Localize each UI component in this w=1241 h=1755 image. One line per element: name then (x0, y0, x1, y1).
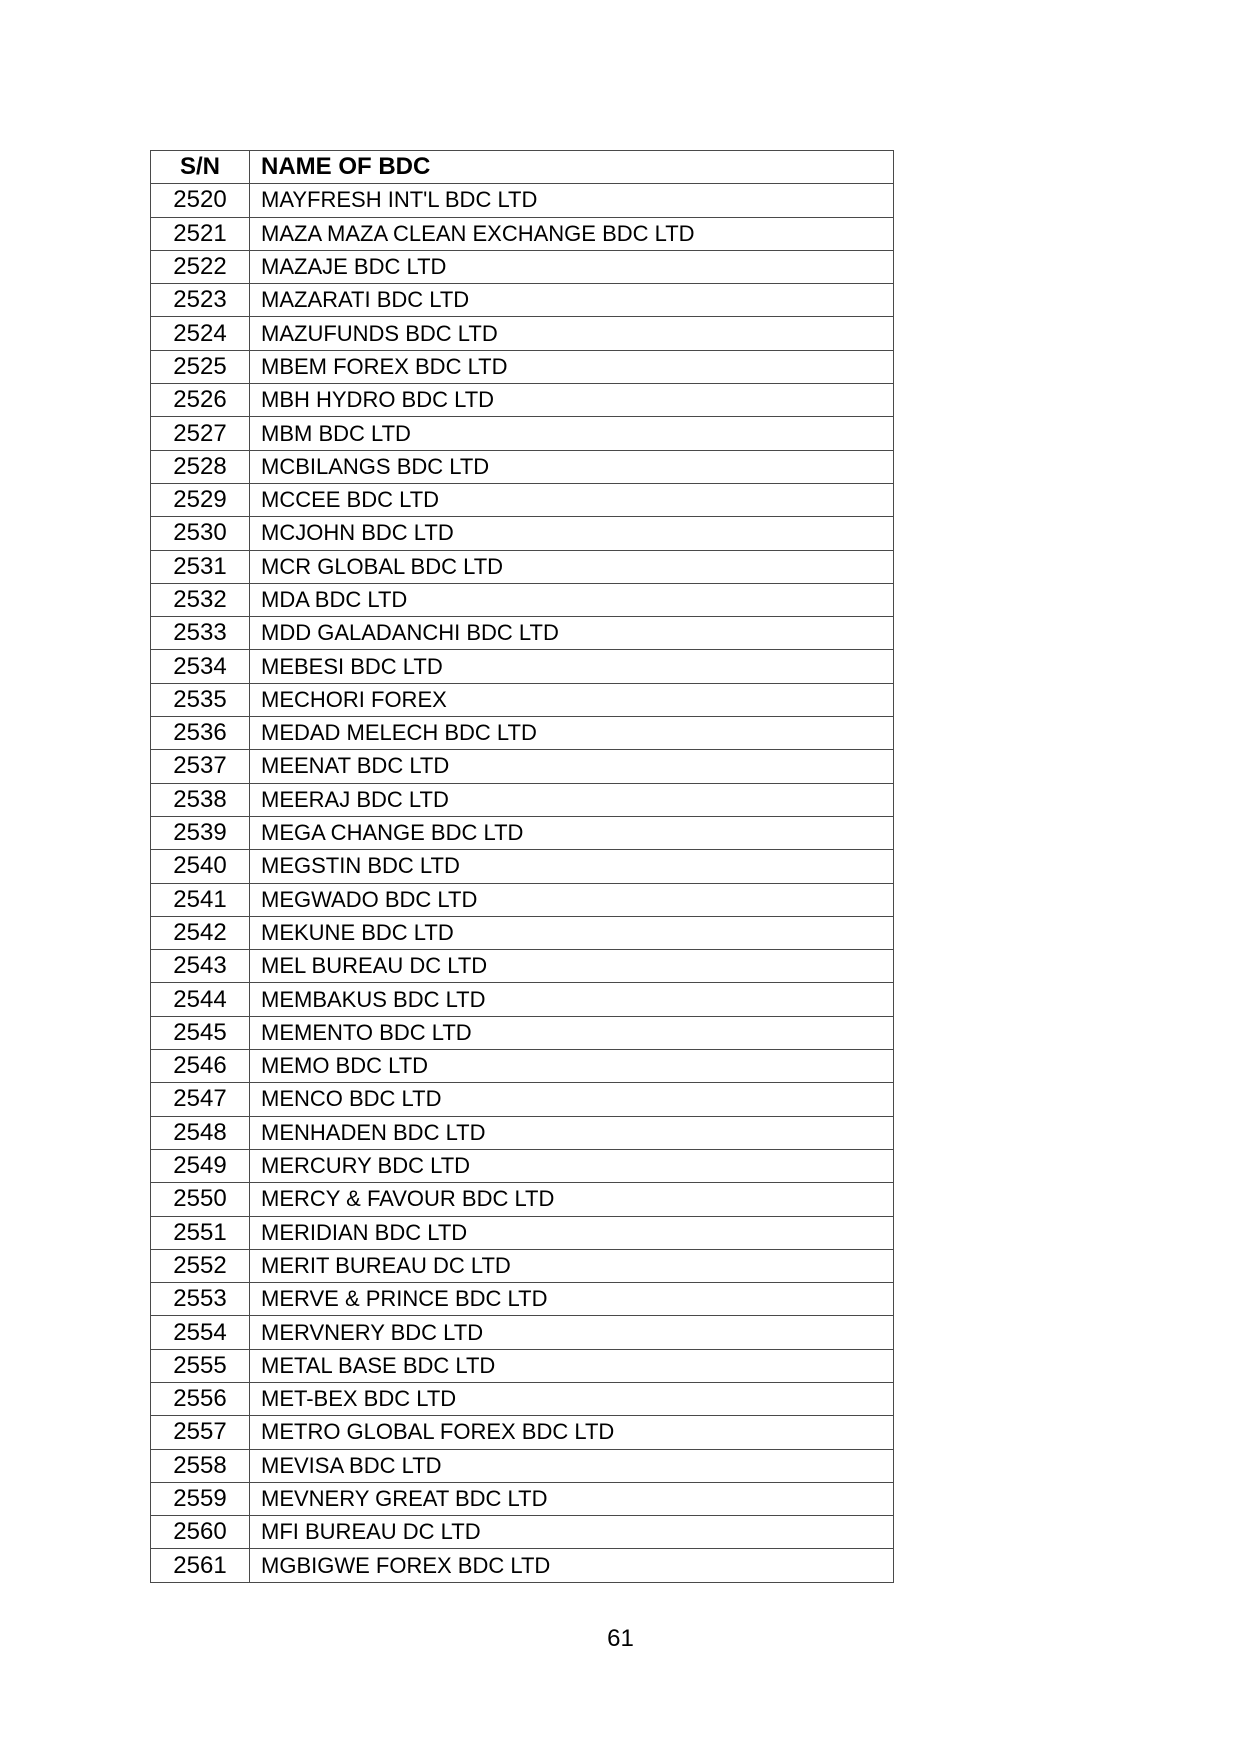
row-sn: 2554 (151, 1316, 250, 1349)
table-row (151, 1482, 894, 1515)
table-row (151, 1249, 894, 1282)
row-bdc-name: MAYFRESH INT'L BDC LTD (250, 184, 894, 217)
table-row (151, 550, 894, 583)
table-row (151, 317, 894, 350)
row-bdc-name: MEMENTO BDC LTD (250, 1016, 894, 1049)
row-sn: 2540 (151, 850, 250, 883)
row-sn: 2537 (151, 750, 250, 783)
row-sn: 2545 (151, 1016, 250, 1049)
row-sn: 2551 (151, 1216, 250, 1249)
row-bdc-name: MAZAJE BDC LTD (250, 250, 894, 283)
row-sn: 2557 (151, 1416, 250, 1449)
table-row (151, 983, 894, 1016)
table-row (151, 450, 894, 483)
row-sn: 2520 (151, 184, 250, 217)
row-sn: 2550 (151, 1183, 250, 1216)
table-row (151, 1549, 894, 1582)
row-sn: 2528 (151, 450, 250, 483)
table-row (151, 1050, 894, 1083)
table-row (151, 1116, 894, 1149)
row-sn: 2524 (151, 317, 250, 350)
row-sn: 2521 (151, 217, 250, 250)
row-sn: 2527 (151, 417, 250, 450)
header-sn: S/N (151, 151, 250, 184)
header-name-of-bdc: NAME OF BDC (250, 151, 894, 184)
table-row (151, 184, 894, 217)
row-sn: 2525 (151, 350, 250, 383)
row-sn: 2533 (151, 617, 250, 650)
row-bdc-name: MERVE & PRINCE BDC LTD (250, 1283, 894, 1316)
row-sn: 2538 (151, 783, 250, 816)
row-sn: 2523 (151, 284, 250, 317)
row-sn: 2543 (151, 950, 250, 983)
row-bdc-name: MEBESI BDC LTD (250, 650, 894, 683)
row-bdc-name: MERVNERY BDC LTD (250, 1316, 894, 1349)
table-row (151, 583, 894, 616)
row-bdc-name: MGBIGWE FOREX BDC LTD (250, 1549, 894, 1582)
table-row (151, 816, 894, 849)
row-bdc-name: MEKUNE BDC LTD (250, 916, 894, 949)
row-bdc-name: MENCO BDC LTD (250, 1083, 894, 1116)
row-bdc-name: MEVNERY GREAT BDC LTD (250, 1482, 894, 1515)
table-row (151, 850, 894, 883)
row-bdc-name: MET-BEX BDC LTD (250, 1382, 894, 1415)
row-sn: 2542 (151, 916, 250, 949)
page-number: 61 (607, 1625, 634, 1652)
table-row (151, 1183, 894, 1216)
table-header (151, 151, 894, 184)
table-row (151, 950, 894, 983)
row-bdc-name: METAL BASE BDC LTD (250, 1349, 894, 1382)
row-bdc-name: MCCEE BDC LTD (250, 483, 894, 516)
table-row (151, 250, 894, 283)
row-sn: 2526 (151, 384, 250, 417)
row-bdc-name: MEVISA BDC LTD (250, 1449, 894, 1482)
table-row (151, 1416, 894, 1449)
row-bdc-name: MEENAT BDC LTD (250, 750, 894, 783)
row-sn: 2558 (151, 1449, 250, 1482)
row-bdc-name: MAZUFUNDS BDC LTD (250, 317, 894, 350)
row-bdc-name: MEERAJ BDC LTD (250, 783, 894, 816)
table-row (151, 1316, 894, 1349)
table-row (151, 1283, 894, 1316)
row-sn: 2546 (151, 1050, 250, 1083)
row-sn: 2552 (151, 1249, 250, 1282)
row-bdc-name: MEGSTIN BDC LTD (250, 850, 894, 883)
row-sn: 2541 (151, 883, 250, 916)
row-bdc-name: MEGWADO BDC LTD (250, 883, 894, 916)
table-row (151, 717, 894, 750)
table-row (151, 483, 894, 516)
row-bdc-name: MEL BUREAU DC LTD (250, 950, 894, 983)
row-bdc-name: MERIDIAN BDC LTD (250, 1216, 894, 1249)
row-bdc-name: MFI BUREAU DC LTD (250, 1516, 894, 1549)
row-bdc-name: MCJOHN BDC LTD (250, 517, 894, 550)
row-sn: 2544 (151, 983, 250, 1016)
row-sn: 2547 (151, 1083, 250, 1116)
table-row (151, 683, 894, 716)
row-bdc-name: MAZARATI BDC LTD (250, 284, 894, 317)
table-row (151, 650, 894, 683)
row-bdc-name: MAZA MAZA CLEAN EXCHANGE BDC LTD (250, 217, 894, 250)
table-row (151, 1216, 894, 1249)
bdc-list-table (150, 150, 894, 1583)
table-row (151, 1083, 894, 1116)
row-bdc-name: MBH HYDRO BDC LTD (250, 384, 894, 417)
row-bdc-name: MERIT BUREAU DC LTD (250, 1249, 894, 1282)
table-row (151, 1382, 894, 1415)
row-sn: 2561 (151, 1549, 250, 1582)
row-bdc-name: MERCY & FAVOUR BDC LTD (250, 1183, 894, 1216)
row-sn: 2522 (151, 250, 250, 283)
row-sn: 2532 (151, 583, 250, 616)
row-bdc-name: MDA BDC LTD (250, 583, 894, 616)
row-sn: 2556 (151, 1382, 250, 1415)
table-row (151, 217, 894, 250)
row-bdc-name: MEDAD MELECH BDC LTD (250, 717, 894, 750)
row-sn: 2553 (151, 1283, 250, 1316)
row-sn: 2548 (151, 1116, 250, 1149)
row-sn: 2531 (151, 550, 250, 583)
row-bdc-name: MCBILANGS BDC LTD (250, 450, 894, 483)
header-row (151, 151, 894, 184)
row-sn: 2559 (151, 1482, 250, 1515)
row-bdc-name: MEMBAKUS BDC LTD (250, 983, 894, 1016)
row-bdc-name: MERCURY BDC LTD (250, 1149, 894, 1182)
row-bdc-name: METRO GLOBAL FOREX BDC LTD (250, 1416, 894, 1449)
row-bdc-name: MCR GLOBAL BDC LTD (250, 550, 894, 583)
table-row (151, 916, 894, 949)
table-row (151, 417, 894, 450)
table-row (151, 1016, 894, 1049)
table-row (151, 384, 894, 417)
row-sn: 2560 (151, 1516, 250, 1549)
row-bdc-name: MEMO BDC LTD (250, 1050, 894, 1083)
row-bdc-name: MDD GALADANCHI BDC LTD (250, 617, 894, 650)
row-sn: 2529 (151, 483, 250, 516)
table-row (151, 1449, 894, 1482)
row-sn: 2530 (151, 517, 250, 550)
row-bdc-name: MENHADEN BDC LTD (250, 1116, 894, 1149)
table-row (151, 350, 894, 383)
row-sn: 2539 (151, 816, 250, 849)
table-row (151, 750, 894, 783)
row-sn: 2534 (151, 650, 250, 683)
table-row (151, 883, 894, 916)
table-row (151, 1516, 894, 1549)
table-row (151, 783, 894, 816)
table-row (151, 517, 894, 550)
table-row (151, 1349, 894, 1382)
row-sn: 2549 (151, 1149, 250, 1182)
row-bdc-name: MECHORI FOREX (250, 683, 894, 716)
table-row (151, 1149, 894, 1182)
table-row (151, 284, 894, 317)
row-sn: 2536 (151, 717, 250, 750)
table-row (151, 617, 894, 650)
row-sn: 2555 (151, 1349, 250, 1382)
row-bdc-name: MEGA CHANGE BDC LTD (250, 816, 894, 849)
row-sn: 2535 (151, 683, 250, 716)
row-bdc-name: MBEM FOREX BDC LTD (250, 350, 894, 383)
row-bdc-name: MBM BDC LTD (250, 417, 894, 450)
table-body (151, 184, 894, 1582)
